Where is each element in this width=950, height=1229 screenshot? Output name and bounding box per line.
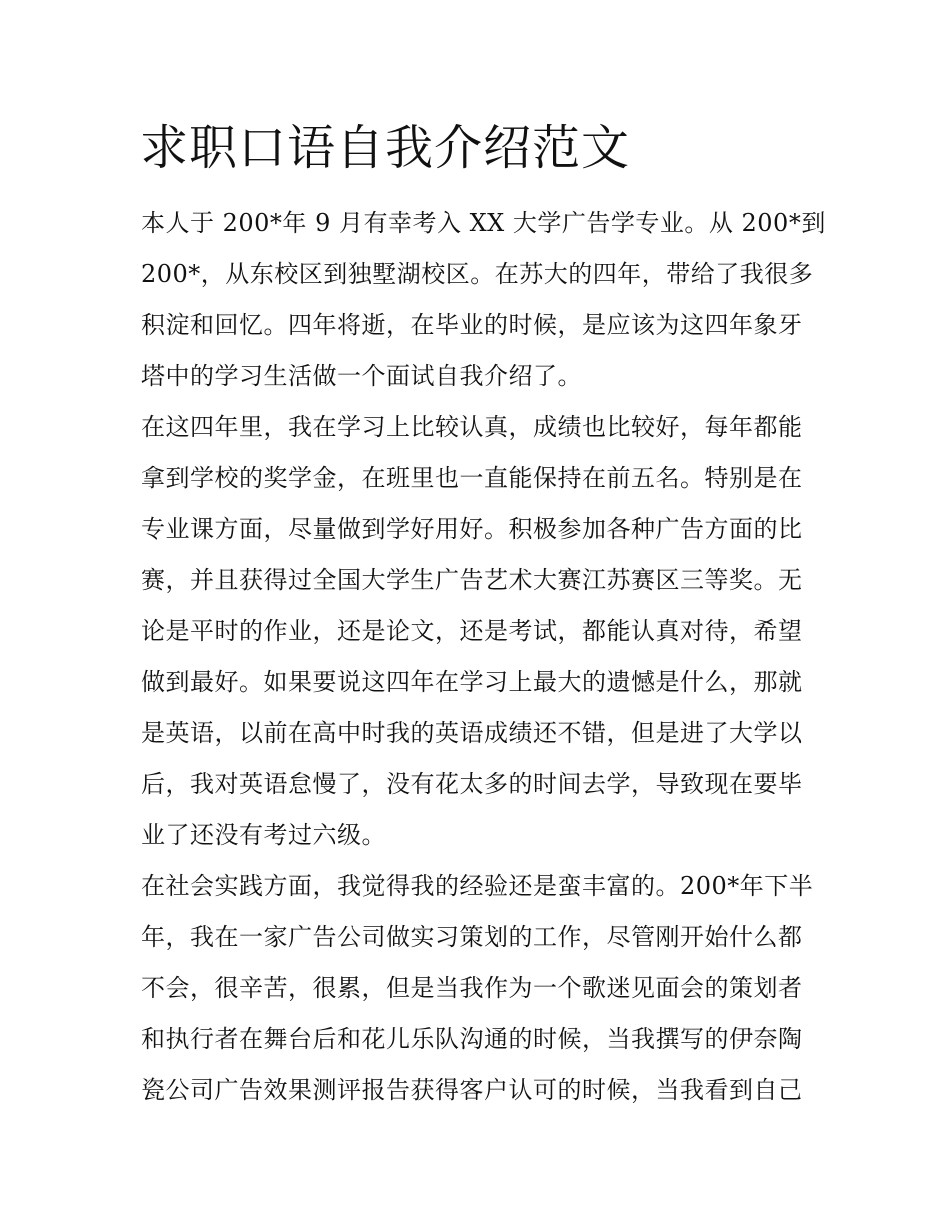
body-line: 不会，很辛苦，很累，但是当我作为一个歌迷见面会的策划者 — [141, 974, 803, 1002]
body-line: 积淀和回忆。四年将逝，在毕业的时候，是应该为这四年象牙 — [141, 311, 803, 339]
body-line: 专业课方面，尽量做到学好用好。积极参加各种广告方面的比 — [141, 515, 803, 543]
body-line: 塔中的学习生活做一个面试自我介绍了。 — [141, 362, 582, 390]
body-line: 年，我在一家广告公司做实习策划的工作，尽管刚开始什么都 — [141, 923, 803, 951]
body-line: 论是平时的作业，还是论文，还是考试，都能认真对待，希望 — [141, 617, 803, 645]
body-line: 赛，并且获得过全国大学生广告艺术大赛江苏赛区三等奖。无 — [141, 566, 803, 594]
body-line: 在这四年里，我在学习上比较认真，成绩也比较好，每年都能 — [141, 413, 803, 441]
body-line: 做到最好。如果要说这四年在学习上最大的遗憾是什么，那就 — [141, 668, 803, 696]
body-line: 本人于 200*年 9 月有幸考入 XX 大学广告学专业。从 200*到 — [141, 209, 826, 237]
body-line: 在社会实践方面，我觉得我的经验还是蛮丰富的。200*年下半 — [141, 872, 814, 900]
body-line: 和执行者在舞台后和花儿乐队沟通的时候，当我撰写的伊奈陶 — [141, 1025, 803, 1053]
body-line: 是英语，以前在高中时我的英语成绩还不错，但是进了大学以 — [141, 719, 803, 747]
document-body — [141, 198, 826, 1116]
body-line: 业了还没有考过六级。 — [141, 821, 386, 849]
body-line: 后，我对英语怠慢了，没有花太多的时间去学，导致现在要毕 — [141, 770, 803, 798]
body-line: 拿到学校的奖学金，在班里也一直能保持在前五名。特别是在 — [141, 464, 803, 492]
body-line: 200*，从东校区到独墅湖校区。在苏大的四年，带给了我很多 — [141, 260, 814, 288]
document-title: 求职口语自我介绍范文 — [140, 120, 631, 176]
body-line: 瓷公司广告效果测评报告获得客户认可的时候，当我看到自己 — [141, 1076, 803, 1104]
